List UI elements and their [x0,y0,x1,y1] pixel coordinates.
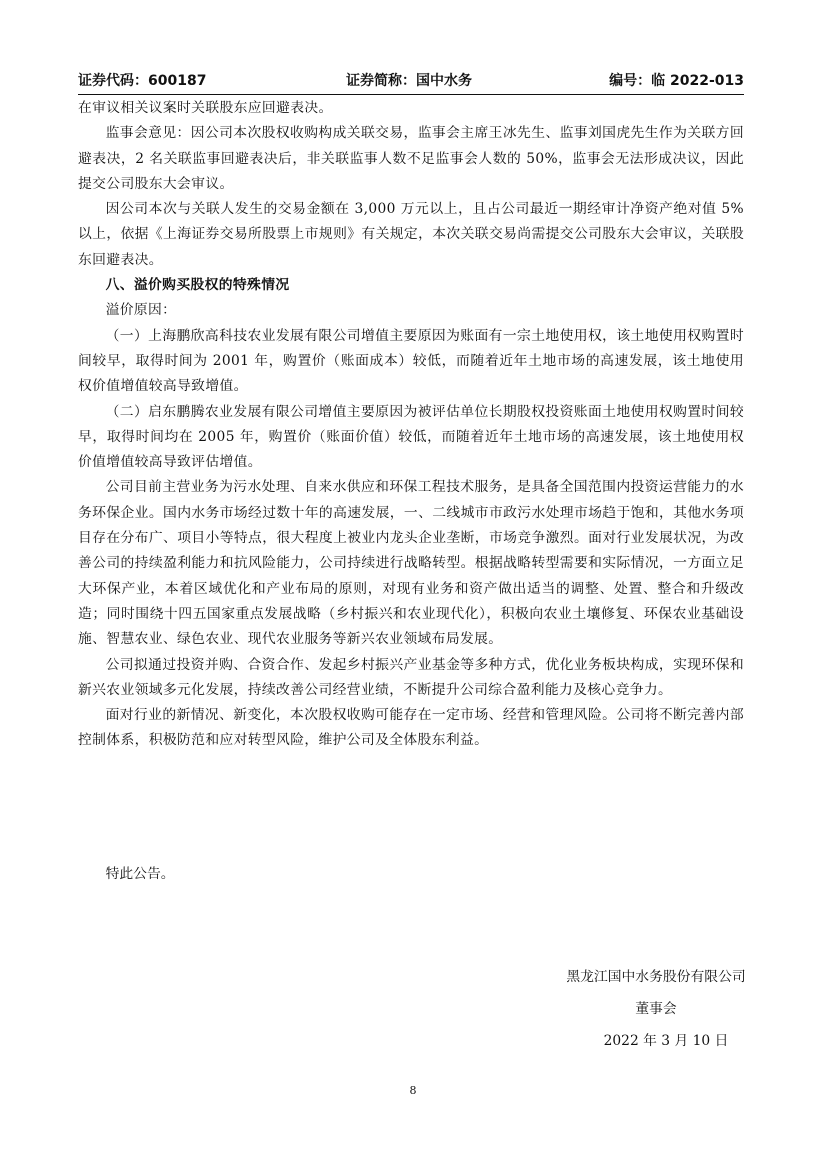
paragraph-reason-two: （二）启东鹏腾农业发展有限公司增值主要原因为被评估单位长期股权投资账面土地使用权购置时间较早，取得时间均在 2005 年，购置价（账面价值）较低，而随着近年土地市场的高速发展，该土地使用权价值增值较高导致评估增值。 [78,403,744,471]
signature-company: 黑龙江国中水务股份有限公司 [566,969,746,985]
signature-date: 2022 年 3 月 10 日 [603,1033,729,1049]
section-heading-premium: 八、溢价购买股权的特殊情况 [105,277,290,294]
paragraph-supervisory-opinion: 监事会意见：因公司本次股权收购构成关联交易，监事会主席王冰先生、监事刘国虎先生作为关联方回避表决，2 名关联监事回避表决后，非关联监事人数不足监事会人数的 50%，监事会无法形成决议，因此提交公司股东大会审议。 [78,125,744,192]
paragraph-main-business: 公司目前主营业务为污水处理、自来水供应和环保工程技术服务，是具备全国范围内投资运营能力的水务环保企业。国内水务市场经过数十年的高速发展，一、二线城市市政污水处理市场趋于饱和，其他水务项目存在分布广、项目小等特点，很大程度上被业内龙头企业垄断，市场竞争激烈。面对行业发展状况，为改善公司的持续盈利能力和抗风险能力，公司持续进行战略转型。根据战略转型需要和实际情况，一方面立足大环保产业，本着区域优化和产业布局的原则，对现有业务和资产做出适当的调整、处置、整合和升级改造；同时围绕十四五国家重点发展战略（乡村振兴和农业现代化），积极向农业土壤修复、环保农业基础设施、智慧农业、绿色农业、现代农业服务等新兴农业领域布局发展。 [78,479,744,648]
page-number: 8 [409,1084,417,1097]
paragraph-continuation: 在审议相关议案时关联股东应回避表决。 [78,100,333,116]
announcement-number: 编号：临 2022-013 [609,73,744,89]
document-body [78,96,744,754]
paragraph-risk: 面对行业的新情况、新变化，本次股权收购可能存在一定市场、经营和管理风险。公司将不断完善内部控制体系，积极防范和应对转型风险，维护公司及全体股东利益。 [78,707,744,749]
stock-code: 证券代码：600187 [78,73,207,89]
paragraph-premium-reason-label: 溢价原因： [105,302,177,319]
paragraph-reason-one: （一）上海鹏欣高科技农业发展有限公司增值主要原因为账面有一宗土地使用权，该土地使用权购置时间较早，取得时间为 2001 年，购置价（账面成本）较低，而随着近年土地市场的高速发展，该土地使用权价值增值较高导致增值。 [78,327,744,395]
signature-board: 董事会 [635,1001,677,1017]
paragraph-shareholder-approval: 因公司本次与关联人发生的交易金额在 3,000 万元以上，且占公司最近一期经审计净资产绝对值 5%以上，依据《上海证券交易所股票上市规则》有关规定，本次关联交易尚需提交公司股东大会审议，关联股东回避表决。 [78,201,744,268]
page-header [78,70,744,95]
paragraph-strategy: 公司拟通过投资并购、合资合作、发起乡村振兴产业基金等多种方式，优化业务板块构成，实现环保和新兴农业领域多元化发展，持续改善公司经营业绩，不断提升公司综合盈利能力及核心竞争力。 [78,656,744,698]
closing-statement: 特此公告。 [105,866,175,882]
stock-short-name: 证券简称：国中水务 [346,73,472,89]
